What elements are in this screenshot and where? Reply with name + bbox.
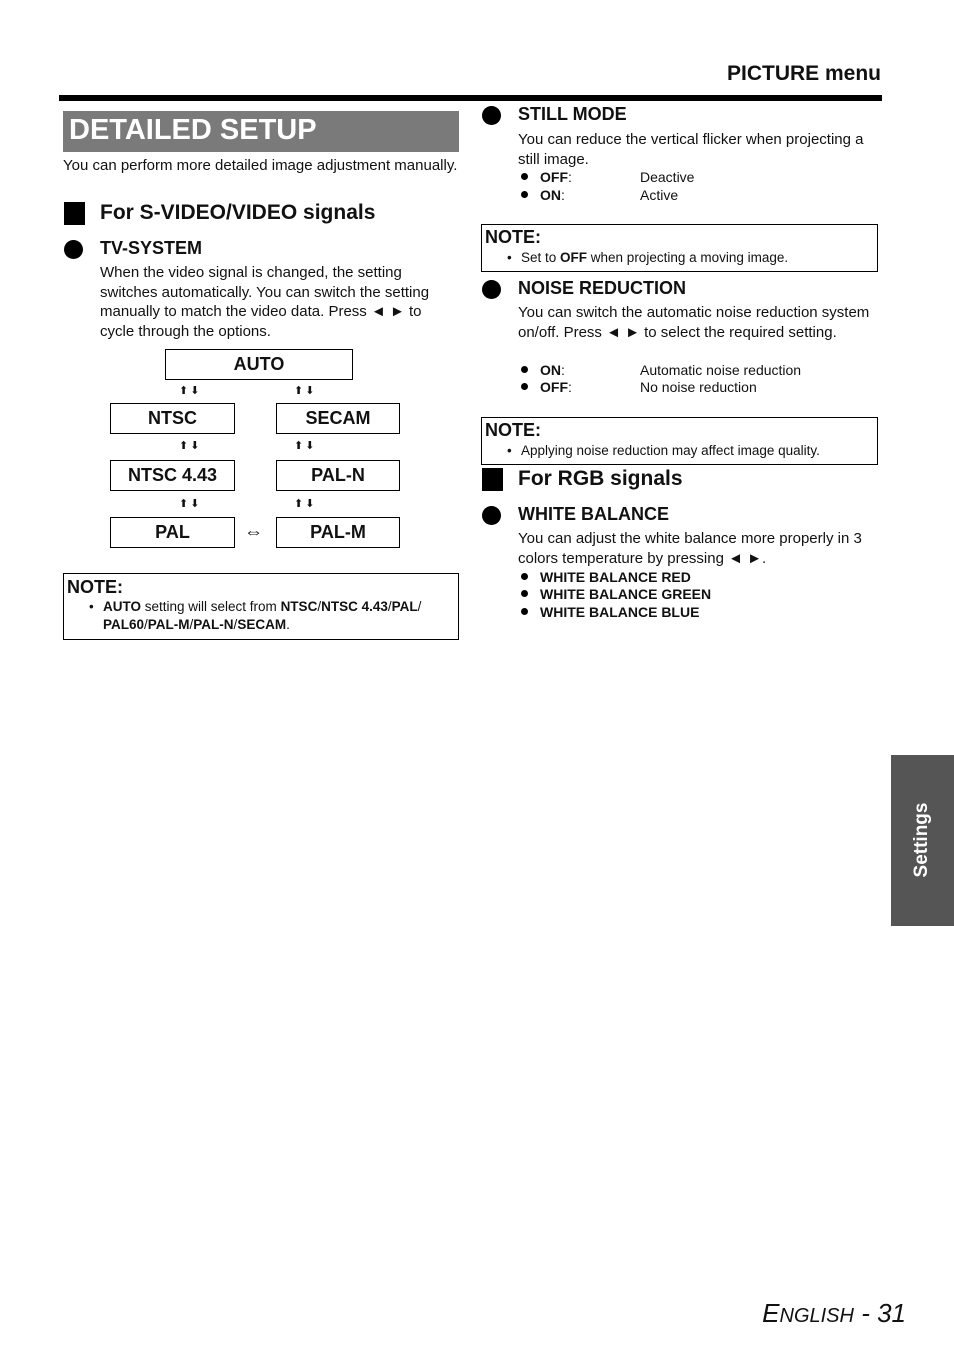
still-mode-body: You can reduce the vertical flicker when projecting a still image. xyxy=(518,131,864,168)
video-section-heading: For S-VIDEO/VIDEO signals xyxy=(100,201,376,224)
still-mode-opt-key: ON: xyxy=(540,187,565,203)
updown-arrows-icon: ⬆⬇ xyxy=(179,385,202,397)
left-right-arrows-icon: ⇔ xyxy=(244,522,263,543)
still-note-box xyxy=(481,224,878,272)
tv-system-heading: TV-SYSTEM xyxy=(100,238,203,258)
note-title: NOTE: xyxy=(67,577,123,597)
note-title: NOTE: xyxy=(485,227,541,247)
white-balance-body: You can adjust the white balance more properly in 3 colors temperature by pressing ◄ ►. xyxy=(518,530,862,567)
intro-text: You can perform more detailed image adjustment manually. xyxy=(63,157,458,174)
noise-note-text: Applying noise reduction may affect image quality. xyxy=(521,443,820,458)
updown-arrows-icon: ⬆⬇ xyxy=(179,440,202,452)
noise-opt-value: No noise reduction xyxy=(640,379,757,395)
flow-auto: AUTO xyxy=(165,349,353,380)
flow-pal: PAL xyxy=(110,517,235,548)
bullet-circle-icon xyxy=(64,240,83,259)
white-balance-item: WHITE BALANCE RED xyxy=(540,569,691,585)
updown-arrows-icon: ⬆⬇ xyxy=(294,385,317,397)
bullet-dot-icon xyxy=(521,608,528,615)
bullet-dot-icon xyxy=(521,191,528,198)
still-mode-heading: STILL MODE xyxy=(518,104,627,124)
bullet-circle-icon xyxy=(482,106,501,125)
updown-arrows-icon: ⬆⬇ xyxy=(294,440,317,452)
note-bullet: • xyxy=(507,443,512,458)
page-title: DETAILED SETUP xyxy=(69,114,317,146)
page-footer: ENGLISH - 31 xyxy=(762,1298,906,1328)
noise-opt-key: OFF: xyxy=(540,379,572,395)
section-square-icon xyxy=(64,202,85,225)
white-balance-heading: WHITE BALANCE xyxy=(518,504,669,524)
white-balance-item: WHITE BALANCE BLUE xyxy=(540,604,700,620)
noise-note-box xyxy=(481,417,878,465)
flow-secam: SECAM xyxy=(276,403,400,434)
menu-title: PICTURE menu xyxy=(726,62,881,85)
bullet-dot-icon xyxy=(521,366,528,373)
white-balance-item: WHITE BALANCE GREEN xyxy=(540,586,712,602)
bullet-dot-icon xyxy=(521,573,528,580)
bullet-dot-icon xyxy=(521,383,528,390)
still-mode-opt-value: Deactive xyxy=(640,169,695,185)
noise-reduction-body: You can switch the automatic noise reduction system on/off. Press ◄ ► to select the required setting. xyxy=(518,304,870,341)
still-mode-opt-value: Active xyxy=(640,187,679,203)
flow-ntsc: NTSC xyxy=(110,403,235,434)
bullet-dot-icon xyxy=(521,173,528,180)
video-note-text: AUTO setting will select from NTSC/NTSC 4.43/PAL/ PAL60/PAL-M/PAL-N/SECAM. xyxy=(103,599,422,632)
bullet-circle-icon xyxy=(482,280,501,299)
noise-opt-key: ON: xyxy=(540,362,565,378)
rgb-section-heading: For RGB signals xyxy=(518,467,683,490)
flow-palm: PAL-M xyxy=(276,517,400,548)
bullet-dot-icon xyxy=(521,590,528,597)
bullet-circle-icon xyxy=(482,506,501,525)
updown-arrows-icon: ⬆⬇ xyxy=(179,498,202,510)
top-rule xyxy=(59,95,882,101)
side-tab-label: Settings xyxy=(911,802,932,878)
updown-arrows-icon: ⬆⬇ xyxy=(294,498,317,510)
noise-opt-value: Automatic noise reduction xyxy=(640,362,802,378)
note-bullet: • xyxy=(89,599,94,614)
section-square-icon xyxy=(482,468,503,491)
flow-paln: PAL-N xyxy=(276,460,400,491)
note-bullet: • xyxy=(507,250,512,265)
video-note-box xyxy=(63,573,459,640)
noise-reduction-heading: NOISE REDUCTION xyxy=(518,278,687,298)
tv-system-body: When the video signal is changed, the setting switches automatically. You can switch the setting manually to match the video data. Press ◄ ► to cycle through the options. xyxy=(100,264,430,340)
note-title: NOTE: xyxy=(485,420,541,440)
flow-ntsc443: NTSC 4.43 xyxy=(110,460,235,491)
still-note-text: Set to OFF when projecting a moving image. xyxy=(521,250,789,265)
still-mode-opt-key: OFF: xyxy=(540,169,572,185)
